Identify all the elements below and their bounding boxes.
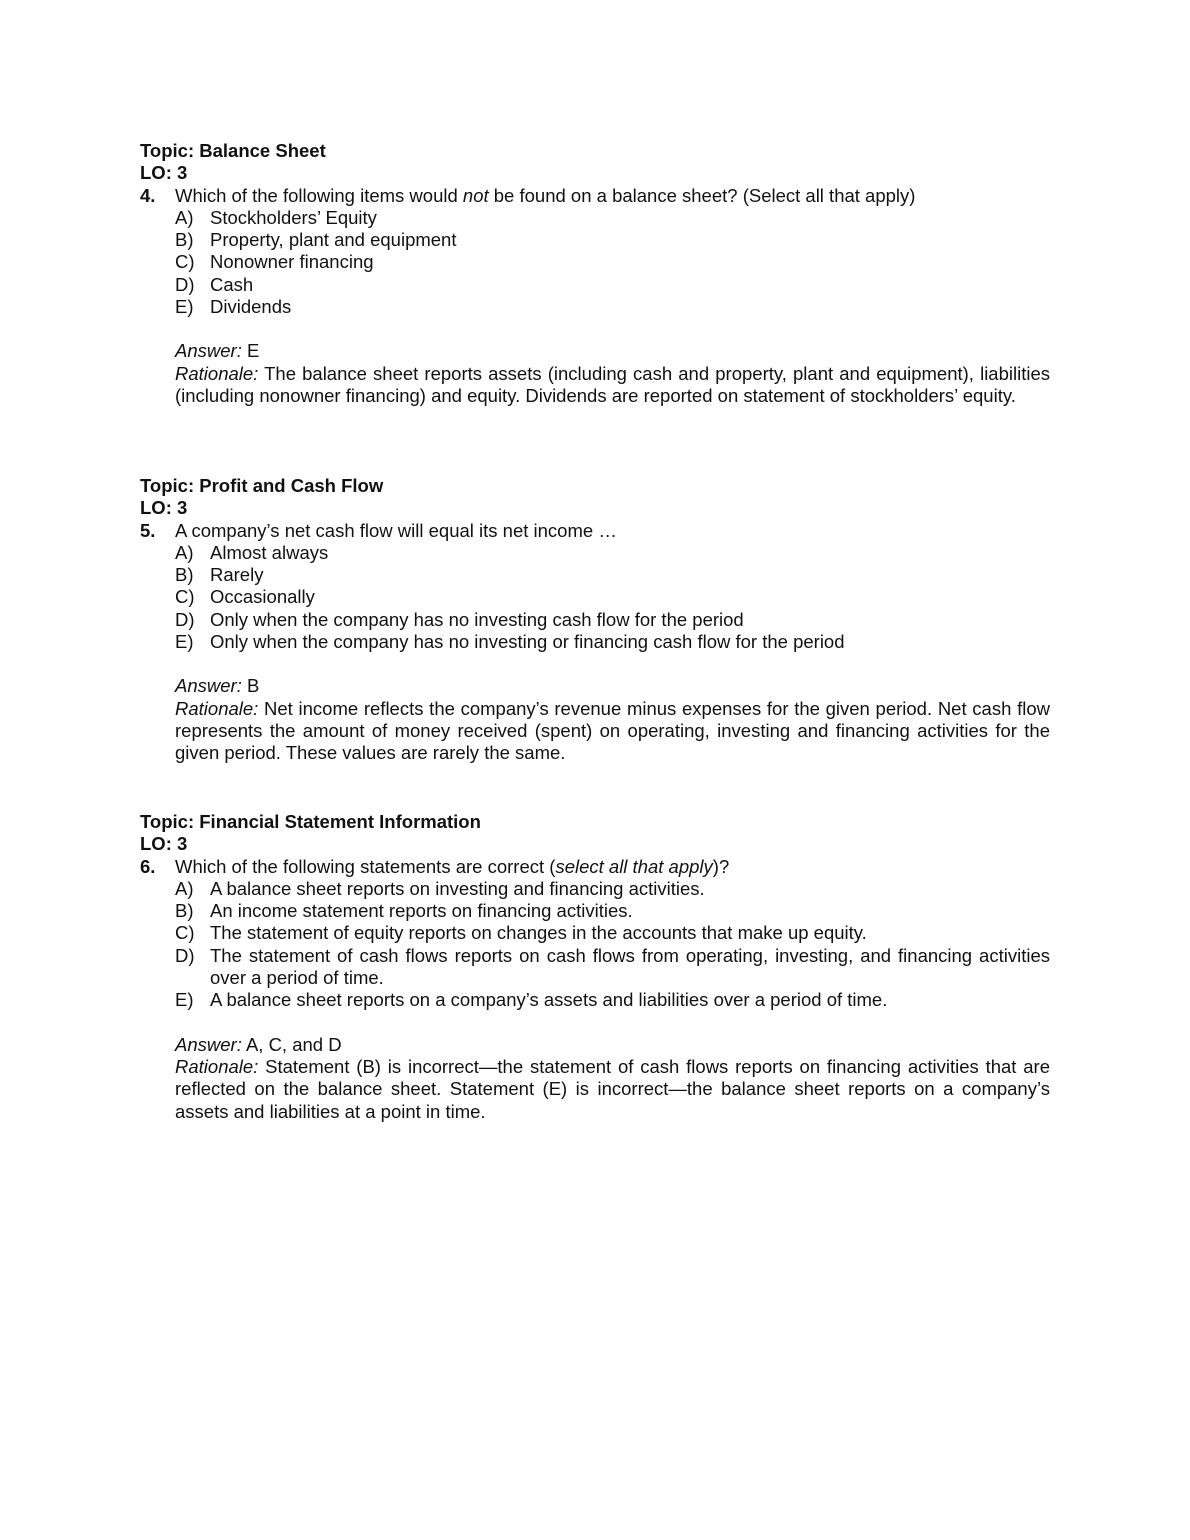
option-text: The statement of cash flows reports on cash flows from operating, investing, and financing activities over a period of time. bbox=[210, 944, 1050, 989]
option-text: Stockholders’ Equity bbox=[210, 206, 377, 228]
answer-label: Answer: bbox=[175, 675, 242, 697]
prompt-emphasis: select all that apply bbox=[555, 855, 713, 877]
answer-value: E bbox=[241, 340, 260, 362]
learning-objective: LO: 3 bbox=[140, 497, 188, 519]
option-text: Almost always bbox=[210, 541, 329, 563]
topic-heading: Topic: Profit and Cash Flow bbox=[140, 475, 384, 496]
option-text: Occasionally bbox=[210, 586, 315, 608]
answer-label: Answer: bbox=[175, 340, 242, 362]
option-item bbox=[175, 229, 1050, 251]
rationale-label: Rationale: bbox=[175, 362, 259, 384]
prompt-text: Which of the following statements are correct ( bbox=[175, 855, 556, 877]
option-text: An income statement reports on financing activities. bbox=[210, 900, 633, 922]
option-letter: A) bbox=[175, 206, 194, 228]
question-prompt bbox=[175, 856, 1050, 878]
option-item bbox=[175, 900, 1050, 922]
option-item bbox=[175, 586, 1050, 608]
answer-line bbox=[175, 675, 1050, 697]
option-item bbox=[175, 542, 1050, 564]
question-number: 4. bbox=[140, 184, 156, 206]
option-letter: B) bbox=[175, 229, 194, 251]
rationale bbox=[175, 1056, 1050, 1123]
question-prompt: A company’s net cash flow will equal its net income … bbox=[175, 519, 617, 541]
option-item bbox=[175, 878, 1050, 900]
topic-heading: Topic: Financial Statement Information bbox=[140, 811, 481, 832]
option-text: Property, plant and equipment bbox=[210, 229, 457, 251]
prompt-text: Which of the following items would bbox=[175, 184, 463, 206]
topic-heading: Topic: Balance Sheet bbox=[140, 140, 326, 161]
option-item bbox=[175, 296, 1050, 318]
question-number: 5. bbox=[140, 519, 156, 541]
answer-label: Answer: bbox=[175, 1033, 242, 1055]
question-line bbox=[140, 520, 1050, 542]
prompt-text: be found on a balance sheet? (Select all that apply) bbox=[488, 184, 916, 206]
options-list bbox=[175, 542, 1050, 653]
options-list bbox=[175, 207, 1050, 318]
question-block bbox=[140, 475, 1050, 765]
option-letter: E) bbox=[175, 989, 194, 1011]
option-letter: C) bbox=[175, 586, 195, 608]
option-letter: C) bbox=[175, 922, 195, 944]
option-item bbox=[175, 251, 1050, 273]
option-text: Only when the company has no investing or financing cash flow for the period bbox=[210, 631, 845, 653]
prompt-emphasis: not bbox=[462, 184, 489, 206]
answer-value: B bbox=[241, 675, 260, 697]
question-block bbox=[140, 140, 1050, 407]
question-number: 6. bbox=[140, 855, 156, 877]
rationale-text: Statement (B) is incorrect—the statement of cash flows reports on financing activities that are reflected on the balance sheet. Statement (E) is incorrect—the balance sheet reports on a company’s assets and liabilities at a point in time. bbox=[175, 1055, 1050, 1122]
option-text: A balance sheet reports on investing and financing activities. bbox=[210, 877, 705, 899]
rationale-text: The balance sheet reports assets (including cash and property, plant and equipment), liabilities (including nonowner financing) and equity. Dividends are reported on statement of stockholders’ equity. bbox=[175, 362, 1050, 406]
option-letter: E) bbox=[175, 296, 194, 318]
option-item bbox=[175, 564, 1050, 586]
question-prompt bbox=[175, 185, 1050, 207]
option-item bbox=[175, 609, 1050, 631]
answer-value: A, C, and D bbox=[241, 1033, 342, 1055]
option-item bbox=[175, 631, 1050, 653]
option-text: The statement of equity reports on changes in the accounts that make up equity. bbox=[210, 922, 867, 944]
rationale bbox=[175, 363, 1050, 408]
option-letter: C) bbox=[175, 251, 195, 273]
rationale-label: Rationale: bbox=[175, 1055, 259, 1077]
rationale bbox=[175, 698, 1050, 765]
rationale-label: Rationale: bbox=[175, 697, 259, 719]
option-text: Rarely bbox=[210, 564, 264, 586]
option-letter: D) bbox=[175, 273, 195, 295]
option-letter: D) bbox=[175, 944, 195, 966]
options-list bbox=[175, 878, 1050, 1012]
option-letter: A) bbox=[175, 541, 194, 563]
rationale-text: Net income reflects the company’s revenue minus expenses for the given period. Net cash flow represents the amount of money received (spent) on operating, investing and financing activities for the given period. These values are rarely the same. bbox=[175, 697, 1050, 764]
learning-objective: LO: 3 bbox=[140, 833, 188, 855]
option-letter: B) bbox=[175, 564, 194, 586]
learning-objective: LO: 3 bbox=[140, 162, 188, 184]
option-letter: A) bbox=[175, 877, 194, 899]
option-letter: D) bbox=[175, 608, 195, 630]
prompt-text: )? bbox=[712, 855, 730, 877]
option-text: Nonowner financing bbox=[210, 251, 374, 273]
option-item bbox=[175, 989, 1050, 1011]
answer-line bbox=[175, 340, 1050, 362]
option-item bbox=[175, 945, 1050, 990]
option-text: Cash bbox=[210, 273, 254, 295]
option-text: Dividends bbox=[210, 296, 292, 318]
option-text: A balance sheet reports on a company’s assets and liabilities over a period of time. bbox=[210, 989, 888, 1011]
answer-line bbox=[175, 1034, 1050, 1056]
option-item bbox=[175, 922, 1050, 944]
option-item bbox=[175, 274, 1050, 296]
option-item bbox=[175, 207, 1050, 229]
option-letter: B) bbox=[175, 900, 194, 922]
question-line bbox=[140, 856, 1050, 878]
option-letter: E) bbox=[175, 631, 194, 653]
option-text: Only when the company has no investing cash flow for the period bbox=[210, 608, 744, 630]
question-line bbox=[140, 185, 1050, 207]
question-block bbox=[140, 811, 1050, 1123]
